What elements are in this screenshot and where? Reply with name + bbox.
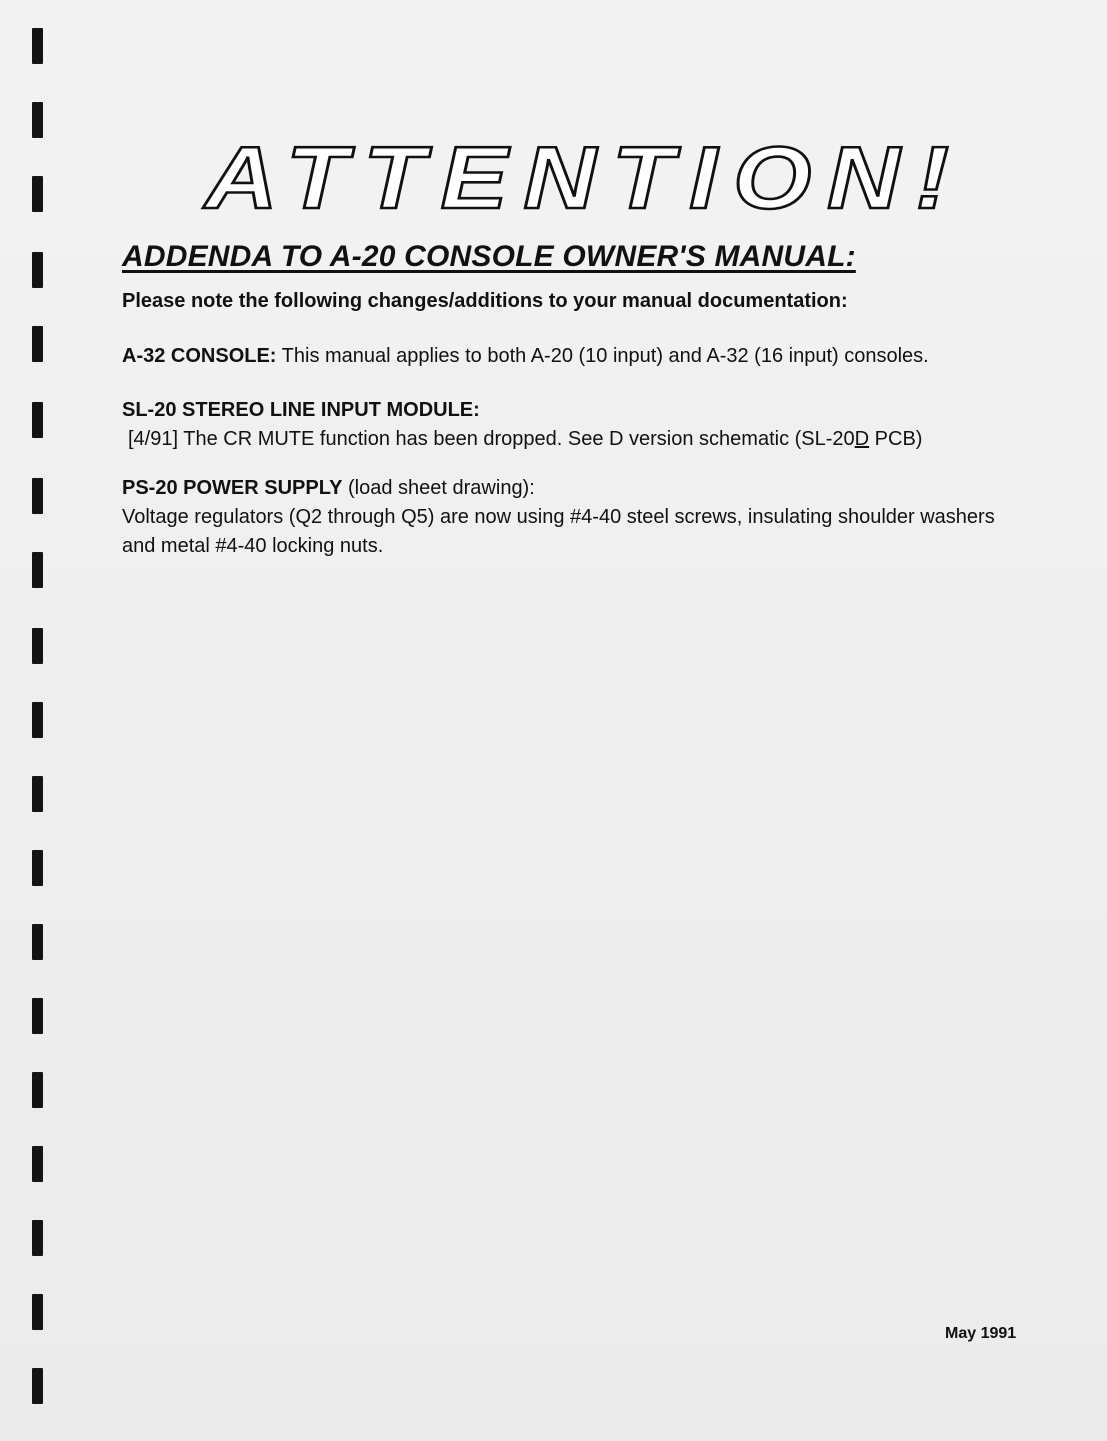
binding-mark [32,1146,43,1182]
section-body [122,425,1022,454]
document-date: May 1991 [945,1325,1017,1342]
binding-mark [32,924,43,960]
attention-banner-graphic [190,128,980,224]
section-body-text: PCB) [869,428,923,450]
binding-mark [32,998,43,1034]
binding-mark [32,402,43,438]
binding-mark [32,1220,43,1256]
binding-mark [32,776,43,812]
attention-banner-text: ATTENTION! [202,128,965,224]
binding-mark [32,252,43,288]
binding-mark [32,176,43,212]
binding-mark [32,1072,43,1108]
section-body-text: [4/91] The CR MUTE function has been dropped. See D version schematic (SL-20 [128,428,855,450]
section-a32-console [122,342,1022,371]
binding-mark [32,628,43,664]
binding-holes [14,0,44,1441]
binding-mark [32,702,43,738]
section-heading: SL-20 STEREO LINE INPUT MODULE: [122,399,480,421]
binding-mark [32,1294,43,1330]
attention-banner [190,128,980,224]
binding-mark [32,326,43,362]
binding-mark [32,478,43,514]
section-body: This manual applies to both A-20 (10 input) and A-32 (16 input) consoles. [276,345,929,367]
binding-mark [32,1368,43,1404]
binding-mark [32,850,43,886]
binding-mark [32,28,43,64]
intro-text: Please note the following changes/additions to your manual documentation: [122,290,848,312]
page-title: ADDENDA TO A-20 CONSOLE OWNER'S MANUAL: [122,240,856,273]
binding-mark [32,552,43,588]
section-body: Voltage regulators (Q2 through Q5) are now using #4-40 steel screws, insulating shoulder washers and metal #4-40 locking nuts. [122,506,995,557]
section-sl20-module [122,396,1022,454]
version-mark: D [854,428,870,450]
section-ps20-power-supply [122,474,1022,561]
section-heading-note: (load sheet drawing): [342,477,535,499]
binding-mark [32,102,43,138]
section-heading: A-32 CONSOLE: [122,345,277,367]
section-heading: PS-20 POWER SUPPLY [122,477,343,499]
